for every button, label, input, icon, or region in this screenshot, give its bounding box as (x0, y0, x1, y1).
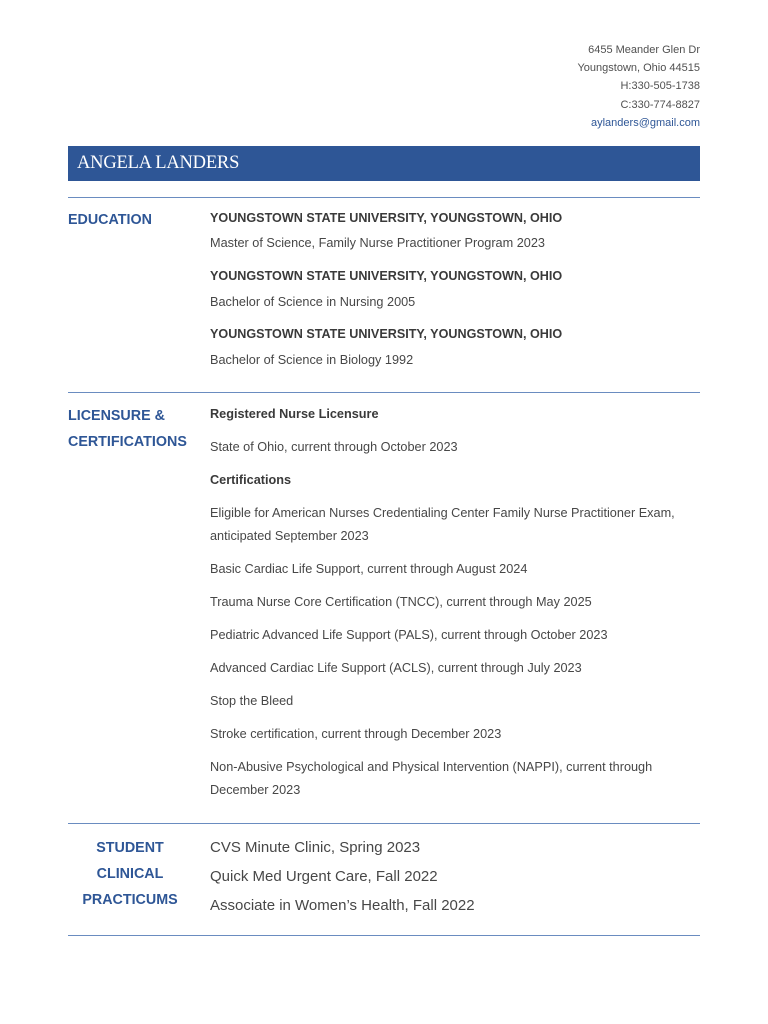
certification-item: Stroke certification, current through December 2023 (210, 727, 502, 741)
section-divider (68, 823, 700, 824)
practicum-item: Associate in Women’s Health, Fall 2022 (210, 897, 475, 914)
contact-block (577, 41, 700, 132)
certifications-title: Certifications (210, 473, 292, 487)
cell-phone: C:330-774-8827 (620, 98, 700, 111)
certification-item: Pediatric Advanced Life Support (PALS), current through October 2023 (210, 628, 608, 642)
certification-item: Non-Abusive Psychological and Physical Intervention (NAPPI), current through December 2023 (210, 760, 653, 797)
practicum-item: CVS Minute Clinic, Spring 2023 (210, 839, 421, 856)
practicums-heading-line1: STUDENT (96, 840, 164, 856)
education-school-3: YOUNGSTOWN STATE UNIVERSITY, YOUNGSTOWN, OHIO (210, 327, 563, 341)
education-school-1: YOUNGSTOWN STATE UNIVERSITY, YOUNGSTOWN, OHIO (210, 211, 563, 225)
section-divider (68, 197, 700, 198)
license-detail: State of Ohio, current through October 2023 (210, 440, 458, 454)
education-degree-2: Bachelor of Science in Nursing 2005 (210, 295, 416, 309)
license-title: Registered Nurse Licensure (210, 407, 379, 421)
licensure-heading-line1: LICENSURE & (68, 408, 165, 424)
candidate-name: ANGELA LANDERS (77, 153, 240, 173)
practicums-heading-line3: PRACTICUMS (82, 892, 178, 908)
licensure-heading-line2: CERTIFICATIONS (68, 434, 187, 450)
practicums-heading (68, 835, 192, 913)
section-divider (68, 935, 700, 936)
licensure-heading (68, 403, 193, 455)
certification-item: Eligible for American Nurses Credentialing Center Family Nurse Practitioner Exam, anticipated September 2023 (210, 506, 675, 543)
education-school-2: YOUNGSTOWN STATE UNIVERSITY, YOUNGSTOWN, OHIO (210, 269, 563, 283)
certification-item: Advanced Cardiac Life Support (ACLS), current through July 2023 (210, 661, 582, 675)
name-banner (68, 146, 700, 181)
home-phone: H:330-505-1738 (620, 80, 700, 93)
address-street: 6455 Meander Glen Dr (588, 44, 700, 56)
education-degree-1: Master of Science, Family Nurse Practitioner Program 2023 (210, 236, 545, 250)
address-city: Youngstown, Ohio 44515 (577, 62, 700, 75)
certification-item: Stop the Bleed (210, 694, 294, 708)
education-heading: EDUCATION (68, 212, 152, 228)
certification-item: Basic Cardiac Life Support, current through August 2024 (210, 562, 528, 576)
practicums-heading-line2: CLINICAL (96, 866, 164, 882)
section-divider (68, 392, 700, 393)
email-link[interactable]: aylanders@gmail.com (591, 116, 700, 129)
practicum-item: Quick Med Urgent Care, Fall 2022 (210, 868, 438, 885)
education-degree-3: Bachelor of Science in Biology 1992 (210, 353, 414, 367)
certification-item: Trauma Nurse Core Certification (TNCC), current through May 2025 (210, 595, 592, 609)
